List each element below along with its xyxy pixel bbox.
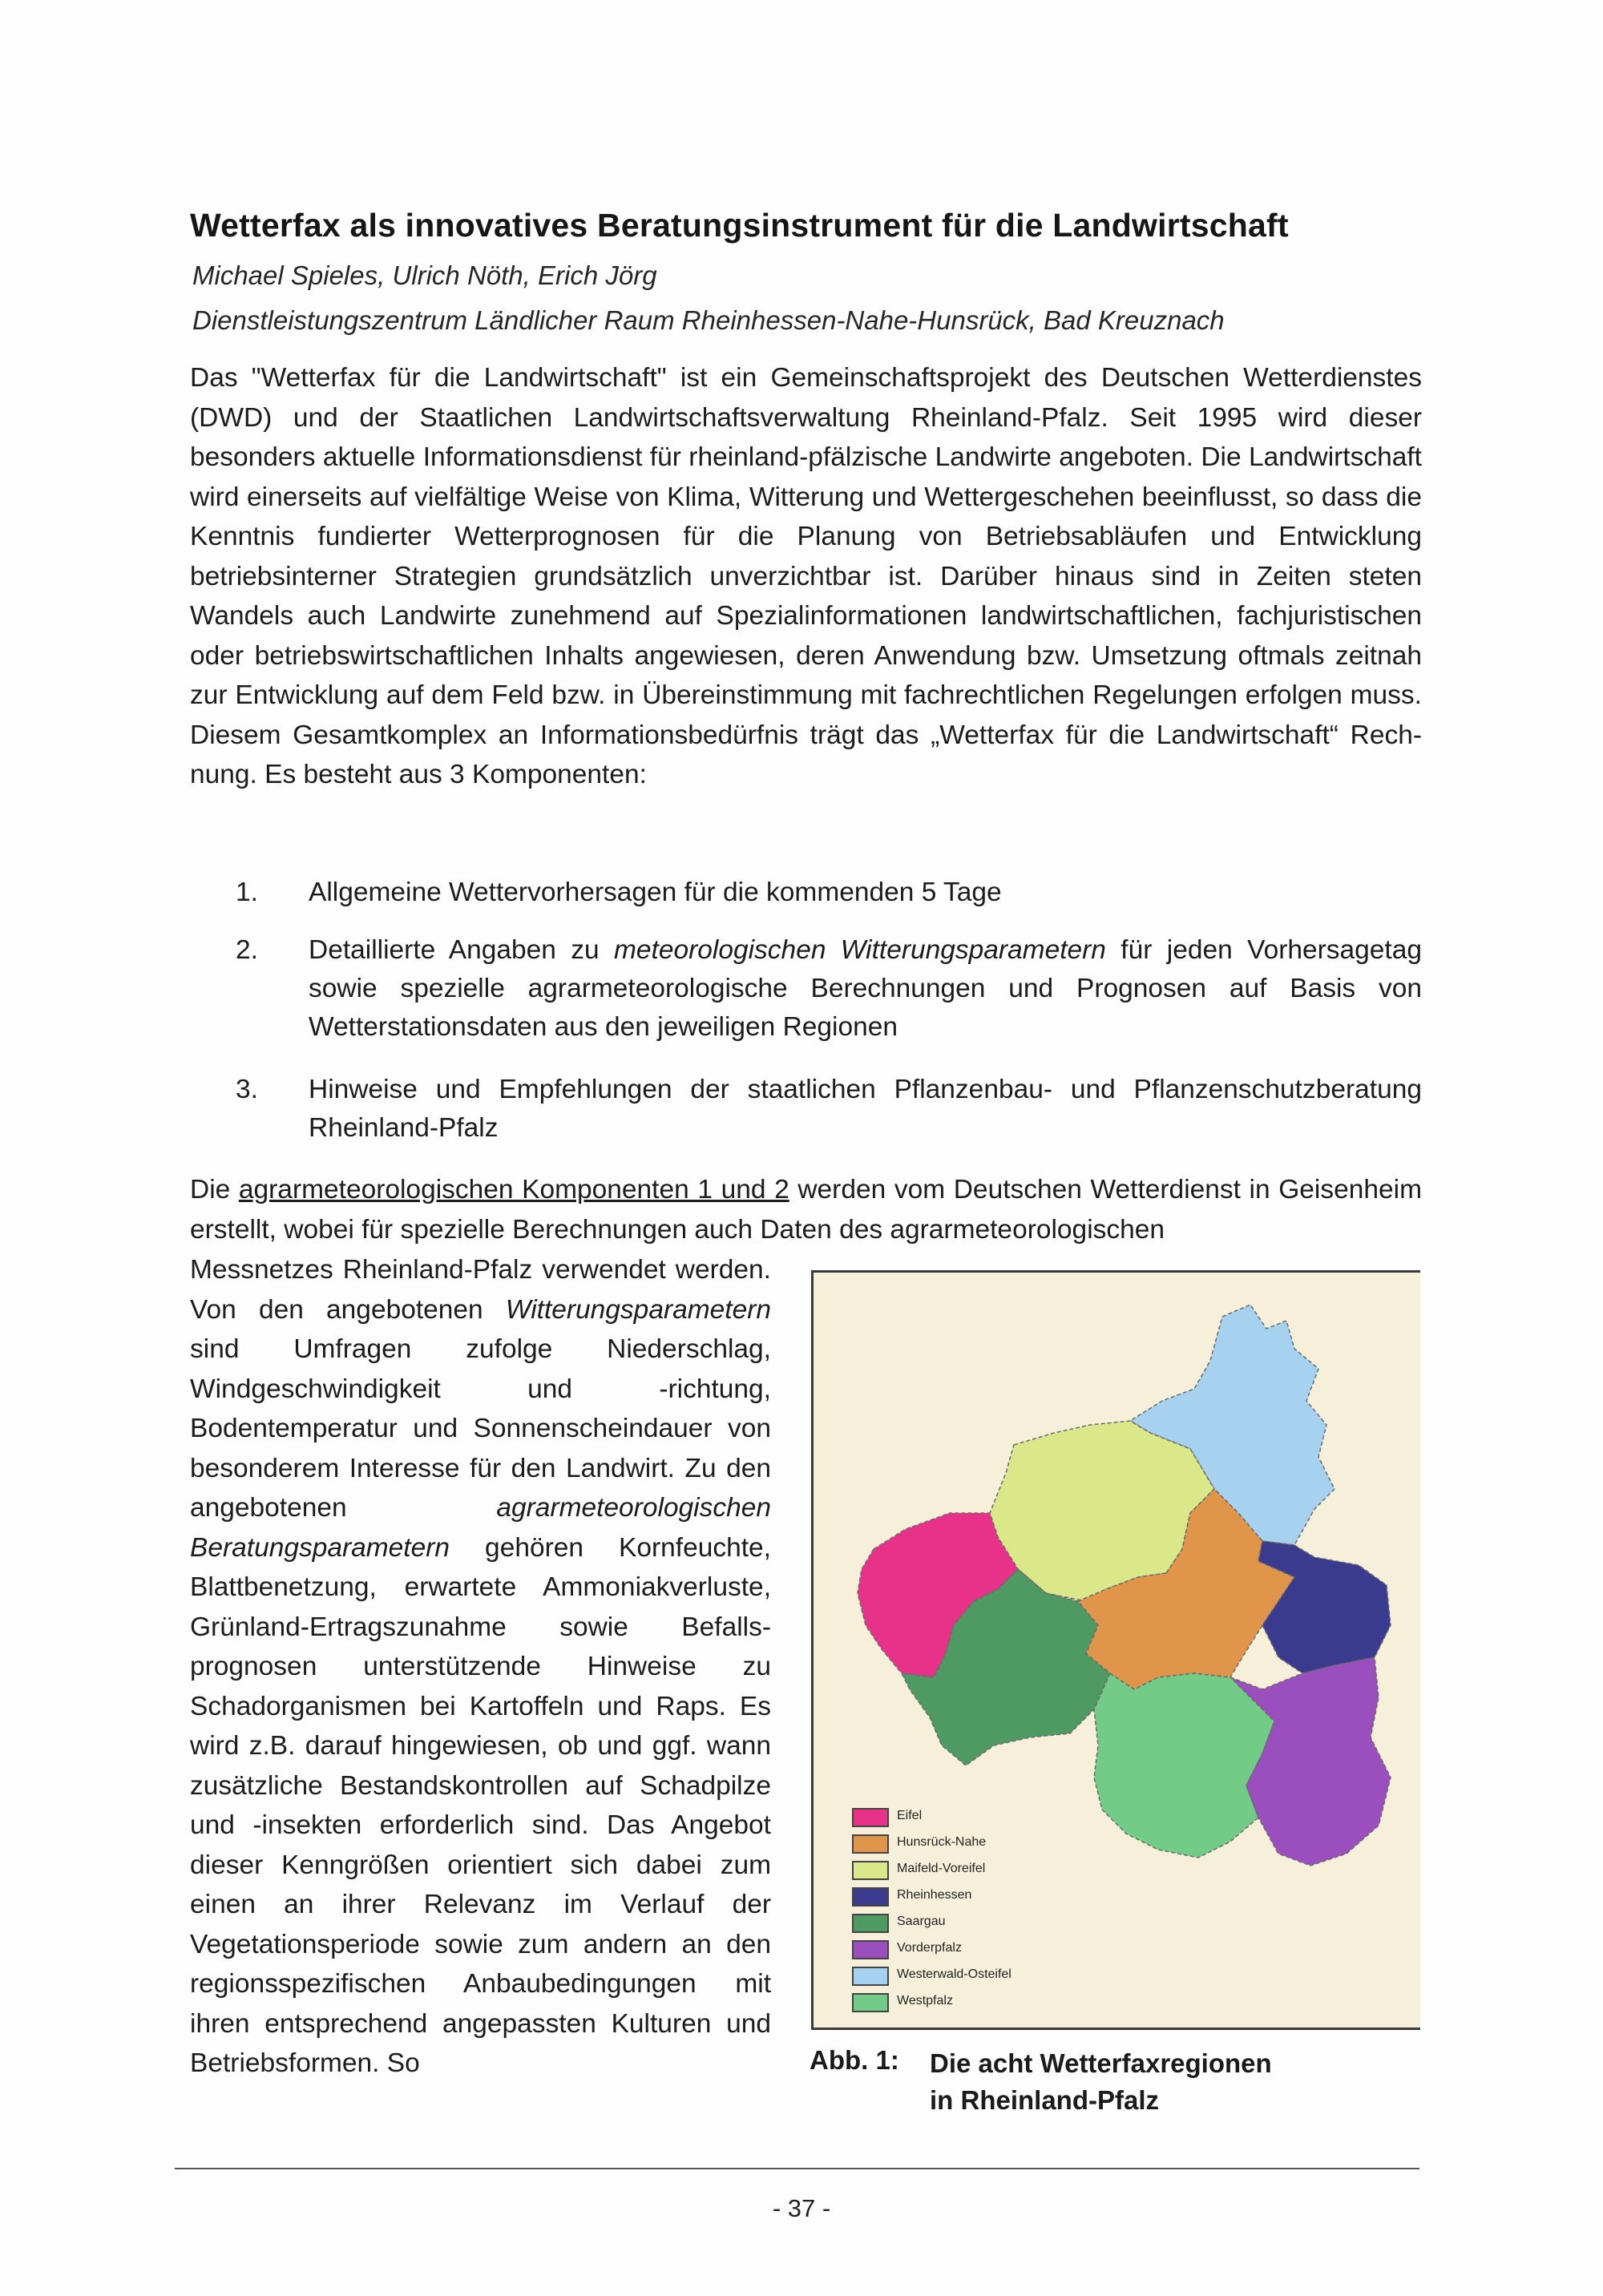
legend-label: Rheinhessen	[897, 1888, 972, 1902]
caption-line: Die acht Wetterfaxregionen	[930, 2048, 1272, 2078]
list-text: Detaillierte Angaben zu meteorologischen Witterungsparametern für jeden Vorhersagetag sowie spezielle agrarmeteorologische Berechnungen und Prognosen auf Basis von Wetterstationsdaten aus den jeweiligen Regionen	[309, 935, 1422, 1042]
map-frame	[814, 1273, 1420, 2028]
legend-item	[852, 1806, 1092, 1828]
footer-rule	[175, 2168, 1419, 2169]
legend-item	[852, 1858, 1092, 1881]
legend-item	[852, 1885, 1092, 1907]
figure-map	[811, 1270, 1420, 2032]
region-westpfalz	[1094, 1673, 1274, 1858]
list-text: Hinweise und Empfehlungen der staatlichen Pflanzenbau- und Pflanzenschutzberatung Rheinland-Pfalz	[309, 1075, 1422, 1143]
figure-bottom-rule	[811, 2028, 1420, 2030]
figure-caption	[930, 2045, 1379, 2119]
legend-label: Westpfalz	[897, 1994, 953, 2007]
legend-item	[852, 1964, 1092, 1987]
legend-label: Saargau	[897, 1915, 946, 1928]
legend-label: Hunsrück-Nahe	[897, 1835, 987, 1849]
legend-item	[852, 1832, 1092, 1854]
institution: Dienstleistungszentrum Ländlicher Raum Rheinhessen-Nahe-Hunsrück, Bad Kreuznach	[192, 305, 1225, 335]
legend-swatch	[852, 1808, 889, 1827]
caption-line: in Rheinland-Pfalz	[930, 2085, 1160, 2115]
figure-left-rule	[811, 1270, 814, 2030]
figure-top-rule	[811, 1270, 1420, 1273]
legend-swatch	[852, 1861, 889, 1880]
legend-item	[852, 1911, 1092, 1934]
legend-swatch	[852, 1940, 889, 1959]
legend-swatch	[852, 1914, 889, 1933]
legend-swatch	[852, 1993, 889, 2012]
legend-item	[852, 1938, 1092, 1960]
article-title: Wetterfax als innovatives Beratungsinstrument für die Landwirtschaft	[190, 207, 1289, 244]
list-number: 1.	[236, 878, 258, 907]
list-number: 3.	[236, 1075, 258, 1104]
page-number: - 37 -	[772, 2194, 831, 2222]
legend-label: Vorderpfalz	[897, 1941, 962, 1955]
paragraph-parameters: Messnetzes Rheinland-Pfalz verwendet werden. Von den angebotenen Witterungsparametern sind Umfragen zufolge Niederschlag, Windgeschwindigkeit und -richtung, Bodentemperatur und Sonnenscheindauer von besonderem Interesse für den Landwirt. Zu den angebotenen agrarmeteorologischen Beratungsparametern gehören Kornfeuchte, Blattbenetzung, erwartete Ammoniakverluste, Grünland-Ertragszunahme sowie Befallsprognosen unterstützende Hinweise zu Schadorganismen bei Kartoffeln und Raps. Es wird z.B. darauf hingewiesen, ob und ggf. wann zusätzliche Bestandskontrollen auf Schadpilze und -insekten erforderlich sind. Das Angebot dieser Kenngrößen orientiert sich dabei zum einen an ihrer Relevanz im Verlauf der Vegetationsperiode sowie zum andern an den regionsspezifischen Anbaubedingungen mit ihren entsprechend angepassten Kulturen und Betriebsformen. So	[190, 1255, 771, 2078]
figure-caption-label: Abb. 1:	[810, 2045, 899, 2075]
legend-swatch	[852, 1834, 889, 1854]
legend-swatch	[852, 1967, 889, 1986]
legend-label: Maifeld-Voreifel	[897, 1862, 986, 1875]
list-text: Allgemeine Wettervorhersagen für die kommenden 5 Tage	[309, 878, 1002, 907]
region-rheinhessen	[1258, 1541, 1391, 1673]
intro-paragraph: Das "Wetterfax für die Landwirtschaft" ist ein Gemeinschaftsprojekt des Deutschen Wetterdienstes (DWD) und der Staatlichen Landwirtschaftsverwaltung Rheinland-Pfalz. Seit 1995 wird dieser besonders aktuelle Informationsdienst für rheinland-pfälzische Landwirte angeboten. Die Landwirtschaft wird einerseits auf vielfältige Weise von Klima, Witterung und Wettergeschehen beeinflusst, so dass die Kenntnis fundierter Wetterprognosen für die Planung von Betriebsabläufen und Entwicklung betriebsinterner Strategien grundsätzlich unverzichtbar ist. Darüber hinaus sind in Zeiten steten Wandels auch Landwirte zunehmend auf Spezialinformationen landwirtschaftlichen, fachjuristischen oder betriebswirtschaftlichen Inhalts angewiesen, deren Anwendung bzw. Umsetzung oftmals zeitnah zur Entwicklung auf dem Feld bzw. in Übereinstimmung mit fachrechtlichen Regelungen erfolgen muss. Diesem Gesamtkomplex an Informationsbedürfnis trägt das „Wetterfax für die Landwirtschaft“ Rechnung. Es besteht aus 3 Komponenten:	[190, 363, 1422, 789]
legend-label: Eifel	[897, 1809, 923, 1822]
emphasis: meteorologischen Witterungsparametern	[614, 935, 1106, 965]
authors: Michael Spieles, Ulrich Nöth, Erich Jörg	[192, 260, 657, 290]
legend-label: Westerwald-Osteifel	[897, 1967, 1011, 1981]
paragraph-components: Die agrarmeteorologischen Komponenten 1 und 2 werden vom Deutschen Wetterdienst in Geisenheim erstellt, wobei für spezielle Berechnungen auch Daten des agrarmeteorologischen	[190, 1175, 1423, 1245]
underlined-text: agrarmeteorologischen Komponenten 1 und 2	[238, 1175, 789, 1204]
legend-item	[852, 1991, 1092, 2013]
list-number: 2.	[236, 935, 258, 965]
legend-swatch	[852, 1887, 889, 1907]
